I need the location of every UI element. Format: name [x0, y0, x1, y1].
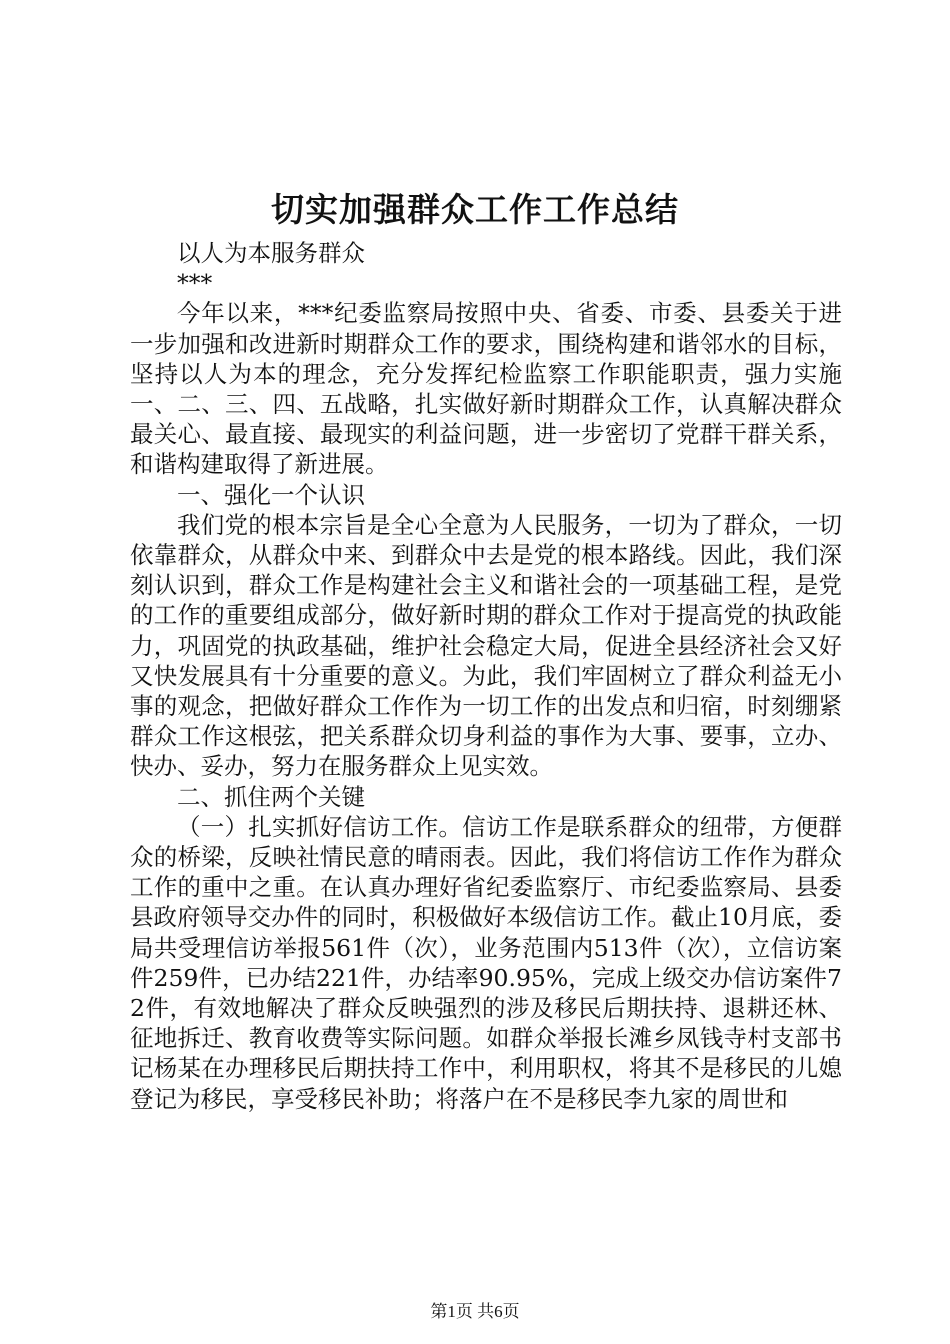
section-heading-2: 二、抓住两个关键	[177, 782, 365, 811]
document-body	[130, 238, 842, 1114]
section-2-paragraph: （一）扎实抓好信访工作。信访工作是联系群众的纽带，方便群众的桥梁，反映社情民意的晴雨表。因此，我们将信访工作作为群众工作的重中之重。在认真办理好省纪委监察厅、市纪委监察局、县委县政府领导交办件的同时，积极做好本级信访工作。截止10月底，委局共受理信访举报561件（次），业务范围内513件（次），立信访案件259件，已办结221件，办结率90.95%，完成上级交办信访案件72件，有效地解决了群众反映强烈的涉及移民后期扶持、退耕还林、征地拆迁、教育收费等实际问题。如群众举报长滩乡凤钱寺村支部书记杨某在办理移民后期扶持工作中，利用职权，将其不是移民的儿媳登记为移民，享受移民补助；将落户在不是移民李九家的周世和	[130, 812, 842, 1113]
author-paragraph: ***	[177, 269, 213, 298]
intro-paragraph: 今年以来，***纪委监察局按照中央、省委、市委、县委关于进一步加强和改进新时期群众工作的要求，围绕构建和谐邻水的目标，坚持以人为本的理念，充分发挥纪检监察工作职能职责，强力实施一、二、三、四、五战略，扎实做好新时期群众工作，认真解决群众最关心、最直接、最现实的利益问题，进一步密切了党群干群关系，和谐构建取得了新进展。	[130, 299, 842, 479]
section-1-paragraph: 我们党的根本宗旨是全心全意为人民服务，一切为了群众，一切依靠群众，从群众中来、到群众中去是党的根本路线。因此，我们深刻认识到，群众工作是构建社会主义和谐社会的一项基础工程，是党的工作的重要组成部分，做好新时期的群众工作对于提高党的执政能力，巩固党的执政基础，维护社会稳定大局，促进全县经济社会又好又快发展具有十分重要的意义。为此，我们牢固树立了群众利益无小事的观念，把做好群众工作作为一切工作的出发点和归宿，时刻绷紧群众工作这根弦，把关系群众切身利益的事作为大事、要事，立办、快办、妥办，努力在服务群众上见实效。	[130, 510, 842, 781]
document-title: 切实加强群众工作工作总结	[271, 190, 679, 229]
subtitle-paragraph: 以人为本服务群众	[177, 239, 365, 267]
section-heading-1: 一、强化一个认识	[177, 480, 365, 509]
page-footer: 第1页 共6页	[430, 1302, 520, 1321]
